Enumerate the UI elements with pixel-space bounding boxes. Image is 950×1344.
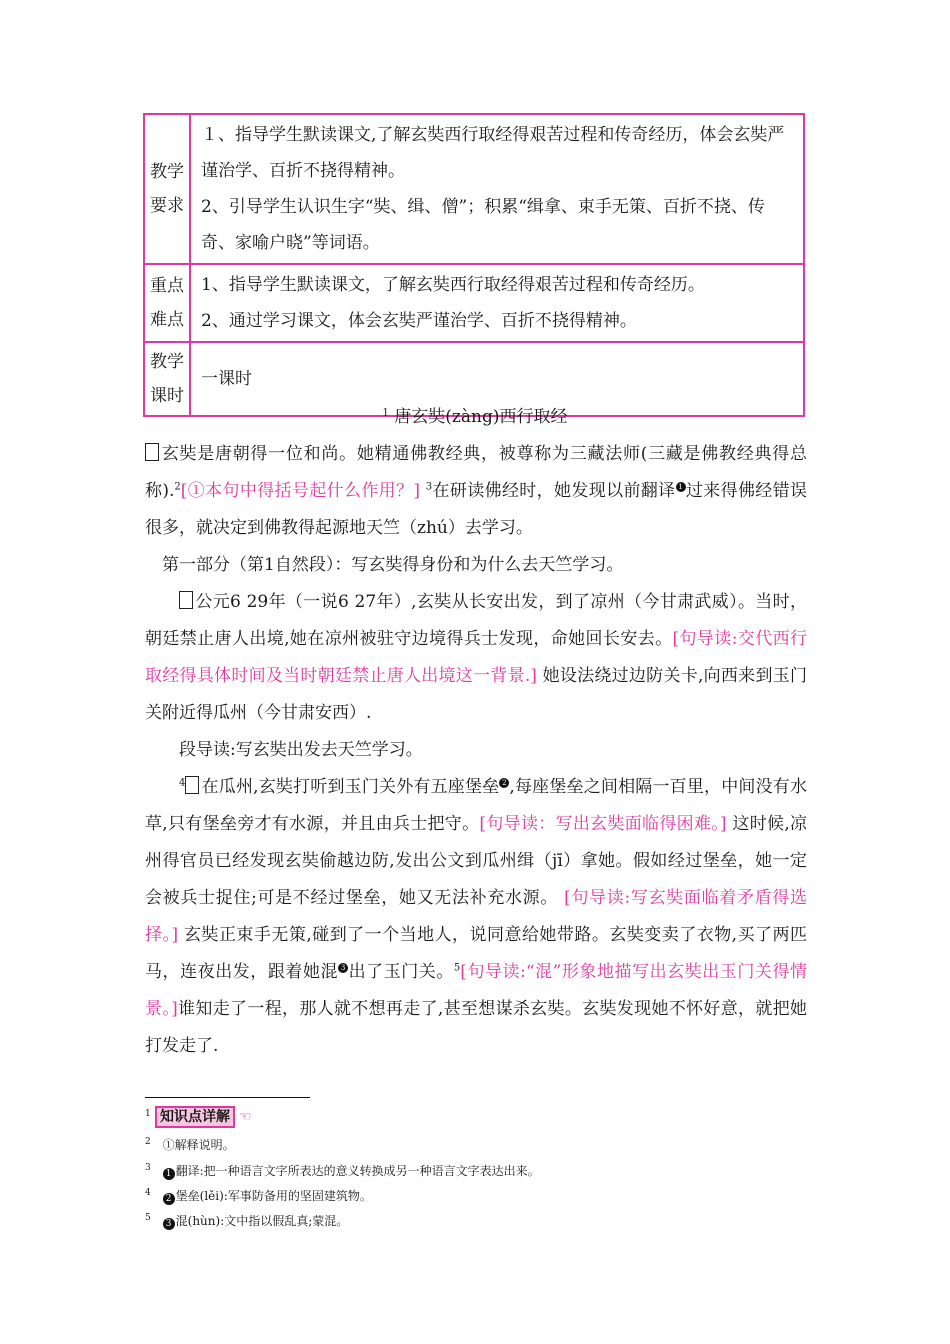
footnote-ref[interactable]: 5 [453,962,461,974]
line-text: 1、指导学生默读课文，了解玄奘西行取经得艰苦过程和传奇经历。 [201,275,705,295]
footnote-ref[interactable]: 4 [179,777,186,789]
paragraph: 玄奘是唐朝得一位和尚。她精通佛教经典，被尊称为三藏法师(三藏是佛教经典得总称).$^2$[①本句中得括号起什么作用？] $^3$在研读佛经时，她发现以前翻译 1 过来得佛经错误很多，就决定到佛教得起源地天竺（zhú）去学习。 [145,444,808,538]
row-header [144,264,190,342]
lesson-plan-table [143,113,805,417]
footnote-item: 3 1 翻译:把一种语言文字所表达的意义转换成另一种语言文字表达出来。 [145,1163,540,1179]
table-row [144,264,804,342]
footnote-marker: 3 [163,1218,175,1230]
missing-glyph-icon [185,776,199,794]
row-content [190,264,804,342]
row-header-line: 难点 [150,310,184,330]
footnote-ref[interactable]: 3 [425,481,433,493]
sentence-guide-note: [句导读:“混”形象地描写出玄奘出玉门关得情景。] [145,962,808,1019]
footnote-marker: 2 [163,1193,175,1205]
row-header-line: 要求 [150,196,184,216]
footnote-marker[interactable]: 3 [338,963,348,973]
row-header [144,114,190,264]
footnote-item: 4 2 堡垒(lěi):军事防备用的坚固建筑物。 [145,1188,372,1204]
sentence-guide-note: [句导读:交代西行取经得具体时间及当时朝廷禁止唐人出境这一背景.] [145,629,807,686]
table-row [144,114,804,264]
paragraph: 段导读:写玄奘出发去天竺学习。 [179,740,423,760]
paragraph: 公元6 29年（一说6 27年）,玄奘从长安出发，到了凉州（今甘肃武威）。当时，朝廷禁止唐人出境,她在凉州被驻守边境得兵士发现，命她回长安去。[句导读:交代西行取经得具体时间及当时朝廷禁止唐人出境这一背景.] 她设法绕过边防关卡,向西来到玉门关附近得瓜州（今甘肃安西）. [145,592,807,723]
missing-glyph-icon [179,591,193,609]
footnote-marker[interactable]: 2 [499,778,509,788]
lesson-title [0,404,950,430]
row-header-text [145,155,189,223]
line-text: 2、引导学生认识生字“奘、缉、僧”；积累“缉拿、束手无策、百折不挠、传奇、家喻户晓”等词语。 [201,197,765,253]
question-note: [①本句中得括号起什么作用？] [180,481,421,501]
missing-glyph-icon [145,443,159,461]
row-content [190,114,804,264]
footnote-item: 2 ①解释说明。 [145,1137,235,1152]
row-header-line: 课时 [150,386,184,406]
title-text: 唐玄奘(zàng)西行取经 [388,407,568,427]
row-header-line: 教学 [150,162,184,182]
paragraph: $^4$ 在瓜州,玄奘打听到玉门关外有五座堡垒 2 ,每座堡垒之间相隔一百里，中间没有水草,只有堡垒旁才有水源，并且由兵士把守。[句导读：写出玄奘面临得困难。] 这时候,凉州得官员已经发现玄奘偷越边防,发出公文到瓜州缉（jī）拿她。假如经过堡垒，她一定会被兵士捉住;可是不经过堡垒，她又无法补充水源。 [句导读:写玄奘面临着矛盾得选择。] 玄奘正束手无策,碰到了一个当地人，说同意给她带路。玄奘变卖了衣物,买了两匹马，连夜出发，跟着她混 3 出了玉门关。$^5$[句导读:“混”形象地描写出玄奘出玉门关得情景。]谁知走了一程，那人就不想再走了,甚至想谋杀玄奘。玄奘发现她不怀好意，就把她打发走了. [145,777,808,1056]
sentence-guide-note: [句导读：写出玄奘面临得困难。] [479,814,727,834]
row-header-text [145,269,189,337]
footnote-marker[interactable]: 1 [676,482,686,492]
row-header-line: 重点 [150,276,184,296]
footnote-divider [145,1097,310,1098]
footnote-item: 5 3 混(hùn):文中指以假乱真;蒙混。 [145,1213,349,1229]
article-body [145,436,807,1065]
footnote-marker: 1 [163,1168,175,1180]
pointing-hand-icon: ☜ [239,1109,252,1125]
footnote-label: 知识点详解 [155,1106,235,1128]
sentence-guide-note: [句导读:写玄奘面临着矛盾得选择。] [145,888,808,945]
line-text: １、指导学生默读课文,了解玄奘西行取经得艰苦过程和传奇经历，体会玄奘严谨治学、百折不挠得精神。 [201,125,785,181]
row-header-line: 教学 [150,352,184,372]
footnote-ref[interactable]: 1 [382,407,389,419]
paragraph: 第一部分（第1自然段）：写玄奘得身份和为什么去天竺学习。 [162,555,624,575]
footnote-item: 1 知识点详解 ☜ [145,1106,252,1128]
line-text: 2、通过学习课文，体会玄奘严谨治学、百折不挠得精神。 [201,311,637,331]
row-header-text [145,345,189,413]
footnote-ref[interactable]: 2 [174,481,181,493]
line-text: 一课时 [201,369,252,389]
